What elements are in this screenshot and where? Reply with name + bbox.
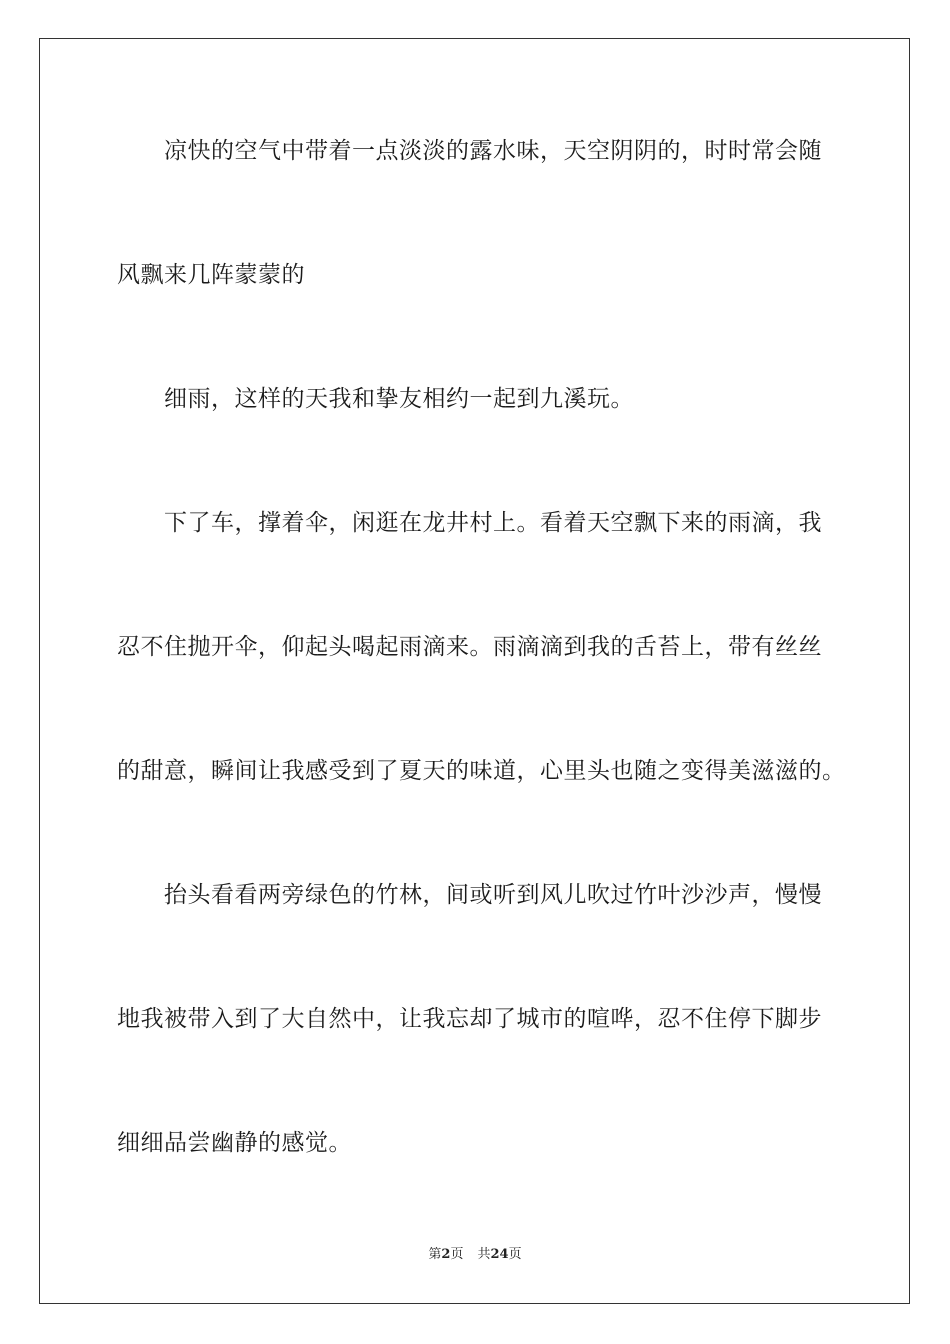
paragraph-4-line-1: 抬头看看两旁绿色的竹林，间或听到风儿吹过竹叶沙沙声，慢慢	[164, 882, 822, 908]
footer-page-prefix: 第	[428, 1247, 442, 1262]
page-footer	[0, 1246, 950, 1264]
footer-total-suffix: 页	[508, 1247, 522, 1262]
footer-page-suffix: 页	[450, 1247, 464, 1262]
footer-total-prefix: 共	[477, 1247, 491, 1262]
footer-total-pages: 24	[490, 1247, 509, 1262]
paragraph-4-line-3: 细细品尝幽静的感觉。	[117, 1130, 352, 1156]
page-border	[39, 38, 910, 1304]
footer-page-number: 2	[441, 1247, 451, 1262]
paragraph-3-line-1: 下了车，撑着伞，闲逛在龙井村上。看着天空飘下来的雨滴，我	[164, 510, 822, 536]
paragraph-3-line-2: 忍不住抛开伞，仰起头喝起雨滴来。雨滴滴到我的舌苔上，带有丝丝	[117, 634, 822, 660]
paragraph-4-line-2: 地我被带入到了大自然中，让我忘却了城市的喧哗，忍不住停下脚步	[117, 1006, 822, 1032]
paragraph-3-line-3: 的甜意，瞬间让我感受到了夏天的味道，心里头也随之变得美滋滋的。	[117, 758, 846, 784]
paragraph-1-line-1: 凉快的空气中带着一点淡淡的露水味，天空阴阴的，时时常会随	[164, 138, 822, 164]
paragraph-1-line-2: 风飘来几阵蒙蒙的	[117, 262, 305, 288]
paragraph-2-line-1: 细雨，这样的天我和挚友相约一起到九溪玩。	[164, 386, 634, 412]
